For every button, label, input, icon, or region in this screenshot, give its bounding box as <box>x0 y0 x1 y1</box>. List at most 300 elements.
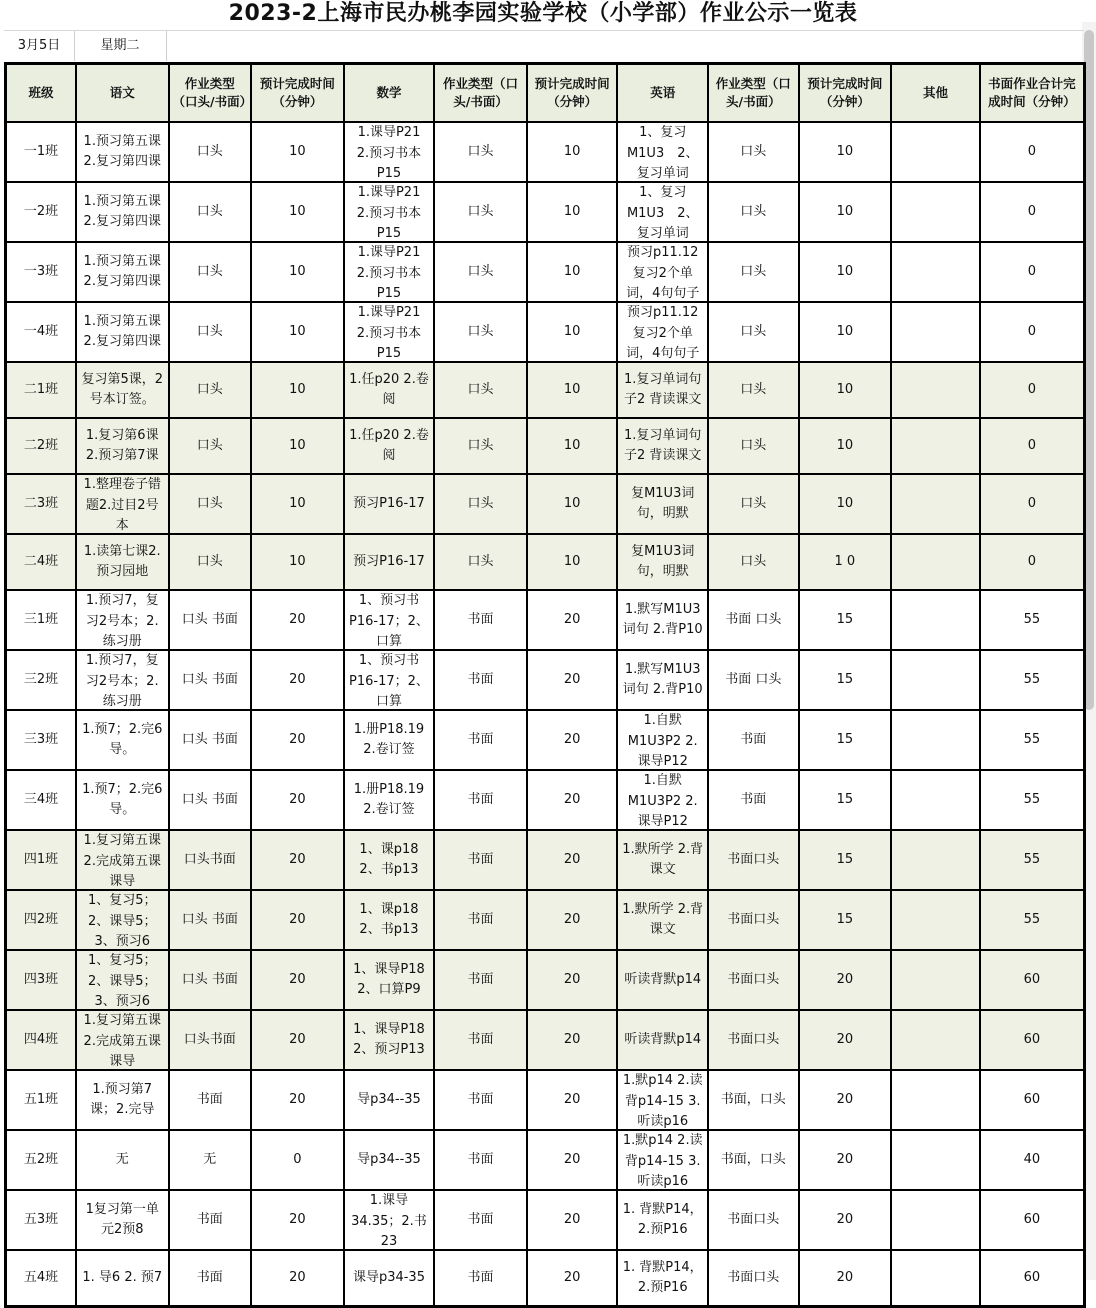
header-class[interactable]: 班级 <box>6 64 76 123</box>
cell-text: 听读背默p14 <box>624 1031 702 1047</box>
cell-english-type[interactable] <box>708 302 799 362</box>
cell-chinese-time[interactable] <box>251 890 344 950</box>
cell-text: 口头 <box>196 203 223 219</box>
cell-chinese-type[interactable] <box>169 770 252 830</box>
cell-chinese-time[interactable] <box>251 302 344 362</box>
cell-math[interactable] <box>344 1070 435 1130</box>
cell-other[interactable] <box>891 650 980 710</box>
cell-english[interactable] <box>617 1250 708 1307</box>
cell-chinese-type[interactable] <box>169 1190 252 1250</box>
cell-math[interactable] <box>344 362 435 418</box>
cell-other[interactable] <box>891 830 980 890</box>
cell-total[interactable] <box>980 302 1085 362</box>
cell-text: 口头 书面 <box>181 671 238 687</box>
cell-english-time[interactable] <box>799 1190 892 1250</box>
cell-math-time[interactable] <box>527 534 618 590</box>
cell-math[interactable] <box>344 418 435 474</box>
weekday-cell[interactable]: 星期二 <box>74 30 167 61</box>
cell-text: 60 <box>1023 1211 1041 1227</box>
cell-other[interactable] <box>891 418 980 474</box>
cell-class[interactable] <box>6 890 76 950</box>
cell-english-time[interactable] <box>799 710 892 770</box>
cell-math-type[interactable] <box>434 770 527 830</box>
cell-english-type[interactable] <box>708 1130 799 1190</box>
cell-chinese[interactable] <box>76 418 169 474</box>
cell-chinese-time[interactable] <box>251 362 344 418</box>
cell-text: 10 <box>563 143 581 159</box>
cell-math-time[interactable] <box>527 182 618 242</box>
cell-chinese-type[interactable] <box>169 650 252 710</box>
cell-other[interactable] <box>891 1010 980 1070</box>
cell-english[interactable] <box>617 710 708 770</box>
cell-total[interactable] <box>980 418 1085 474</box>
cell-text: 20 <box>563 1269 581 1285</box>
cell-math-type[interactable] <box>434 242 527 302</box>
cell-other[interactable] <box>891 182 980 242</box>
cell-english-time[interactable] <box>799 122 892 182</box>
cell-chinese[interactable] <box>76 1190 169 1250</box>
cell-english[interactable] <box>617 302 708 362</box>
cell-text: 口头 书面 <box>181 791 238 807</box>
cell-english[interactable] <box>617 590 708 650</box>
cell-chinese-time[interactable] <box>251 950 344 1010</box>
cell-math-type[interactable] <box>434 890 527 950</box>
cell-chinese[interactable] <box>76 122 169 182</box>
cell-total[interactable] <box>980 1130 1085 1190</box>
cell-chinese-type[interactable] <box>169 590 252 650</box>
cell-class[interactable] <box>6 242 76 302</box>
cell-math-type[interactable] <box>434 418 527 474</box>
cell-english-type[interactable] <box>708 1250 799 1307</box>
cell-class[interactable] <box>6 122 76 182</box>
cell-math-time[interactable] <box>527 122 618 182</box>
cell-math-type[interactable] <box>434 302 527 362</box>
cell-chinese-type[interactable] <box>169 122 252 182</box>
cell-total[interactable] <box>980 590 1085 650</box>
cell-chinese[interactable] <box>76 474 169 534</box>
cell-math[interactable] <box>344 302 435 362</box>
cell-other[interactable] <box>891 950 980 1010</box>
cell-chinese-type[interactable] <box>169 890 252 950</box>
cell-total[interactable] <box>980 890 1085 950</box>
cell-math[interactable] <box>344 1010 435 1070</box>
cell-english[interactable] <box>617 1010 708 1070</box>
cell-english-type[interactable] <box>708 590 799 650</box>
cell-math-type[interactable] <box>434 122 527 182</box>
cell-total[interactable] <box>980 1190 1085 1250</box>
header-english-time[interactable]: 预计完成时间（分钟） <box>799 64 892 123</box>
cell-class[interactable] <box>6 302 76 362</box>
cell-chinese-time[interactable] <box>251 534 344 590</box>
cell-english-time[interactable] <box>799 770 892 830</box>
cell-english-time[interactable] <box>799 534 892 590</box>
cell-text: 1. 背默P14，2.预P16 <box>622 1201 703 1237</box>
cell-english-time[interactable] <box>799 302 892 362</box>
cell-chinese-time[interactable] <box>251 770 344 830</box>
cell-chinese-type[interactable] <box>169 1250 252 1307</box>
cell-other[interactable] <box>891 710 980 770</box>
cell-text: 书面，口头 <box>720 1151 786 1167</box>
cell-chinese[interactable] <box>76 770 169 830</box>
cell-class[interactable] <box>6 1010 76 1070</box>
cell-english[interactable] <box>617 1190 708 1250</box>
cell-other[interactable] <box>891 302 980 362</box>
cell-english[interactable] <box>617 534 708 590</box>
cell-other[interactable] <box>891 1190 980 1250</box>
cell-chinese[interactable] <box>76 830 169 890</box>
cell-math-type[interactable] <box>434 950 527 1010</box>
cell-math[interactable] <box>344 890 435 950</box>
cell-other[interactable] <box>891 1250 980 1307</box>
cell-other[interactable] <box>891 242 980 302</box>
cell-chinese-time[interactable] <box>251 1250 344 1307</box>
cell-class[interactable] <box>6 650 76 710</box>
cell-text: 20 <box>289 671 306 687</box>
cell-class[interactable] <box>6 534 76 590</box>
cell-math-time[interactable] <box>527 1070 618 1130</box>
cell-english-time[interactable] <box>799 890 892 950</box>
cell-chinese-time[interactable] <box>251 710 344 770</box>
cell-chinese[interactable] <box>76 710 169 770</box>
cell-chinese[interactable] <box>76 242 169 302</box>
cell-text: 口头 书面 <box>181 971 238 987</box>
cell-english[interactable] <box>617 830 708 890</box>
cell-english-type[interactable] <box>708 122 799 182</box>
cell-class[interactable] <box>6 710 76 770</box>
cell-math-time[interactable] <box>527 1130 618 1190</box>
cell-text: 1.默p14 2.读背p14-15 3.听读p16 <box>622 1073 703 1129</box>
cell-english-time[interactable] <box>799 182 892 242</box>
cell-total[interactable] <box>980 710 1085 770</box>
cell-total[interactable] <box>980 950 1085 1010</box>
cell-english-type[interactable] <box>708 182 799 242</box>
cell-english-type[interactable] <box>708 1190 799 1250</box>
cell-math-time[interactable] <box>527 418 618 474</box>
cell-text: 导p34--35 <box>357 1151 421 1167</box>
cell-total[interactable] <box>980 650 1085 710</box>
cell-chinese-type[interactable] <box>169 710 252 770</box>
cell-math[interactable] <box>344 710 435 770</box>
cell-class[interactable] <box>6 770 76 830</box>
cell-english-time[interactable] <box>799 242 892 302</box>
cell-text: 1、预习书P16-17；2、口算 <box>349 653 429 709</box>
cell-chinese-time[interactable] <box>251 242 344 302</box>
table-row <box>6 182 1085 242</box>
cell-chinese[interactable] <box>76 1130 169 1190</box>
cell-math-type[interactable] <box>434 590 527 650</box>
header-english-type[interactable]: 作业类型（口头/书面） <box>708 64 799 123</box>
cell-chinese[interactable] <box>76 650 169 710</box>
cell-class[interactable] <box>6 182 76 242</box>
cell-text: 20 <box>563 911 581 927</box>
cell-math-time[interactable] <box>527 474 618 534</box>
cell-english-time[interactable] <box>799 830 892 890</box>
header-chinese-type[interactable]: 作业类型（口头/书面） <box>169 64 252 123</box>
cell-text: 15 <box>836 851 854 867</box>
cell-english-time[interactable] <box>799 950 892 1010</box>
cell-class[interactable] <box>6 830 76 890</box>
cell-other[interactable] <box>891 362 980 418</box>
cell-text: 1.默p14 2.读背p14-15 3.听读p16 <box>622 1133 703 1189</box>
cell-math-time[interactable] <box>527 890 618 950</box>
cell-math[interactable] <box>344 770 435 830</box>
header-english[interactable]: 英语 <box>617 64 708 123</box>
cell-math-time[interactable] <box>527 362 618 418</box>
cell-chinese-time[interactable] <box>251 122 344 182</box>
cell-total[interactable] <box>980 770 1085 830</box>
cell-math-type[interactable] <box>434 1010 527 1070</box>
cell-math[interactable] <box>344 590 435 650</box>
cell-english-time[interactable] <box>799 1250 892 1307</box>
cell-english-time[interactable] <box>799 362 892 418</box>
cell-other[interactable] <box>891 122 980 182</box>
cell-english[interactable] <box>617 182 708 242</box>
cell-chinese-type[interactable] <box>169 950 252 1010</box>
cell-text: 0 <box>1027 553 1036 569</box>
cell-chinese-time[interactable] <box>251 182 344 242</box>
cell-total[interactable] <box>980 830 1085 890</box>
cell-chinese[interactable] <box>76 182 169 242</box>
cell-total[interactable] <box>980 1070 1085 1130</box>
cell-text: 1.预习第7课；2.完导 <box>90 1081 155 1117</box>
cell-english-type[interactable] <box>708 1010 799 1070</box>
cell-math-type[interactable] <box>434 830 527 890</box>
cell-chinese-type[interactable] <box>169 182 252 242</box>
cell-english-type[interactable] <box>708 890 799 950</box>
cell-chinese-time[interactable] <box>251 474 344 534</box>
cell-text: 20 <box>289 731 306 747</box>
cell-total[interactable] <box>980 362 1085 418</box>
cell-chinese-type[interactable] <box>169 474 252 534</box>
date-cell[interactable]: 3月5日 <box>4 30 75 61</box>
cell-english[interactable] <box>617 950 708 1010</box>
cell-english-type[interactable] <box>708 950 799 1010</box>
cell-other[interactable] <box>891 1130 980 1190</box>
cell-english[interactable] <box>617 362 708 418</box>
cell-math-type[interactable] <box>434 534 527 590</box>
cell-english[interactable] <box>617 418 708 474</box>
cell-chinese-time[interactable] <box>251 1130 344 1190</box>
cell-other[interactable] <box>891 590 980 650</box>
cell-english-type[interactable] <box>708 474 799 534</box>
cell-english-time[interactable] <box>799 590 892 650</box>
cell-english[interactable] <box>617 474 708 534</box>
cell-text: 书面 <box>467 911 494 927</box>
cell-other[interactable] <box>891 534 980 590</box>
cell-chinese-type[interactable] <box>169 534 252 590</box>
cell-math[interactable] <box>344 830 435 890</box>
cell-class[interactable] <box>6 418 76 474</box>
cell-chinese-type[interactable] <box>169 362 252 418</box>
cell-english[interactable] <box>617 1070 708 1130</box>
cell-chinese[interactable] <box>76 590 169 650</box>
cell-english[interactable] <box>617 122 708 182</box>
cell-text: 60 <box>1023 971 1041 987</box>
cell-math-type[interactable] <box>434 474 527 534</box>
cell-math[interactable] <box>344 950 435 1010</box>
cell-text: 1.册P18.19 2.卷订签 <box>353 721 425 757</box>
cell-chinese[interactable] <box>76 1250 169 1307</box>
cell-text: 20 <box>289 1211 306 1227</box>
cell-chinese-type[interactable] <box>169 418 252 474</box>
cell-text: 1.课导P21 2.预习书本P15 <box>356 245 434 301</box>
cell-text: 书面口头 <box>727 1031 780 1047</box>
cell-math[interactable] <box>344 242 435 302</box>
cell-math[interactable] <box>344 474 435 534</box>
cell-english-time[interactable] <box>799 474 892 534</box>
cell-class[interactable] <box>6 1070 76 1130</box>
cell-math-type[interactable] <box>434 650 527 710</box>
cell-math-time[interactable] <box>527 950 618 1010</box>
cell-math-time[interactable] <box>527 770 618 830</box>
cell-english-type[interactable] <box>708 830 799 890</box>
cell-chinese[interactable] <box>76 890 169 950</box>
header-total[interactable]: 书面作业合计完成时间（分钟） <box>980 64 1085 123</box>
cell-other[interactable] <box>891 1070 980 1130</box>
cell-text: 20 <box>836 971 854 987</box>
cell-chinese-time[interactable] <box>251 650 344 710</box>
cell-english-type[interactable] <box>708 534 799 590</box>
cell-chinese-type[interactable] <box>169 1130 252 1190</box>
cell-class[interactable] <box>6 950 76 1010</box>
cell-chinese-type[interactable] <box>169 242 252 302</box>
cell-math-type[interactable] <box>434 1190 527 1250</box>
cell-math[interactable] <box>344 1250 435 1307</box>
cell-other[interactable] <box>891 890 980 950</box>
cell-class[interactable] <box>6 474 76 534</box>
cell-text: 书面，口头 <box>720 1091 786 1107</box>
cell-total[interactable] <box>980 1250 1085 1307</box>
cell-chinese[interactable] <box>76 362 169 418</box>
cell-chinese-type[interactable] <box>169 1010 252 1070</box>
cell-english-time[interactable] <box>799 1070 892 1130</box>
cell-chinese[interactable] <box>76 302 169 362</box>
cell-english-time[interactable] <box>799 1130 892 1190</box>
cell-math-time[interactable] <box>527 1190 618 1250</box>
cell-chinese-type[interactable] <box>169 1070 252 1130</box>
cell-chinese-time[interactable] <box>251 590 344 650</box>
cell-class[interactable] <box>6 590 76 650</box>
cell-english[interactable] <box>617 1130 708 1190</box>
cell-math-time[interactable] <box>527 242 618 302</box>
cell-english-type[interactable] <box>708 650 799 710</box>
cell-english-time[interactable] <box>799 650 892 710</box>
cell-text: 10 <box>836 203 854 219</box>
cell-english[interactable] <box>617 770 708 830</box>
header-math[interactable]: 数学 <box>344 64 435 123</box>
cell-chinese[interactable] <box>76 950 169 1010</box>
cell-math-time[interactable] <box>527 302 618 362</box>
cell-english-type[interactable] <box>708 1070 799 1130</box>
cell-total[interactable] <box>980 242 1085 302</box>
cell-other[interactable] <box>891 770 980 830</box>
cell-other[interactable] <box>891 474 980 534</box>
cell-english[interactable] <box>617 650 708 710</box>
cell-math-time[interactable] <box>527 830 618 890</box>
cell-chinese-time[interactable] <box>251 830 344 890</box>
cell-english-type[interactable] <box>708 242 799 302</box>
cell-math[interactable] <box>344 1130 435 1190</box>
cell-chinese-time[interactable] <box>251 1070 344 1130</box>
cell-english-type[interactable] <box>708 418 799 474</box>
cell-total[interactable] <box>980 534 1085 590</box>
cell-text: 10 <box>836 143 854 159</box>
cell-math-time[interactable] <box>527 1250 618 1307</box>
cell-total[interactable] <box>980 474 1085 534</box>
table-row <box>6 1130 1085 1190</box>
cell-text: 0 <box>1027 263 1036 279</box>
cell-text: 口头 <box>467 143 494 159</box>
header-chinese[interactable]: 语文 <box>76 64 169 123</box>
cell-total[interactable] <box>980 122 1085 182</box>
cell-chinese-time[interactable] <box>251 418 344 474</box>
cell-math-type[interactable] <box>434 362 527 418</box>
cell-chinese[interactable] <box>76 1070 169 1130</box>
cell-english[interactable] <box>617 242 708 302</box>
cell-class[interactable] <box>6 1250 76 1307</box>
cell-text: 二3班 <box>23 495 59 511</box>
cell-english-time[interactable] <box>799 418 892 474</box>
cell-text: 口头 <box>740 437 767 453</box>
header-other[interactable]: 其他 <box>891 64 980 123</box>
cell-english-type[interactable] <box>708 770 799 830</box>
cell-text: 口头 <box>740 495 767 511</box>
cell-text: 10 <box>289 143 306 159</box>
cell-text: 0 <box>293 1151 302 1167</box>
cell-chinese[interactable] <box>76 534 169 590</box>
cell-math-type[interactable] <box>434 710 527 770</box>
cell-math-type[interactable] <box>434 1070 527 1130</box>
header-math-time[interactable]: 预计完成时间（分钟） <box>527 64 618 123</box>
cell-math-time[interactable] <box>527 710 618 770</box>
cell-math-time[interactable] <box>527 650 618 710</box>
cell-text: 55 <box>1023 731 1041 747</box>
cell-chinese[interactable] <box>76 1010 169 1070</box>
cell-text: 1.复习第五课 2.完成第五课课导 <box>83 1013 161 1069</box>
cell-class[interactable] <box>6 1190 76 1250</box>
cell-math[interactable] <box>344 534 435 590</box>
cell-english-type[interactable] <box>708 362 799 418</box>
cell-chinese-type[interactable] <box>169 302 252 362</box>
cell-english-time[interactable] <box>799 1010 892 1070</box>
cell-math-type[interactable] <box>434 182 527 242</box>
cell-math[interactable] <box>344 1190 435 1250</box>
cell-math-time[interactable] <box>527 1010 618 1070</box>
cell-math-type[interactable] <box>434 1250 527 1307</box>
cell-math[interactable] <box>344 182 435 242</box>
cell-class[interactable] <box>6 362 76 418</box>
empty-cell[interactable] <box>166 30 1084 61</box>
header-math-type[interactable]: 作业类型（口头/书面） <box>434 64 527 123</box>
cell-text: 五4班 <box>23 1269 59 1285</box>
cell-class[interactable] <box>6 1130 76 1190</box>
cell-math-type[interactable] <box>434 1130 527 1190</box>
cell-math[interactable] <box>344 650 435 710</box>
header-chinese-time[interactable]: 预计完成时间（分钟） <box>251 64 344 123</box>
cell-text: 书面 <box>467 1211 494 1227</box>
cell-text: 书面 <box>196 1091 223 1107</box>
cell-text: 书面 <box>196 1269 223 1285</box>
cell-chinese-time[interactable] <box>251 1190 344 1250</box>
cell-english-type[interactable] <box>708 710 799 770</box>
cell-chinese-time[interactable] <box>251 1010 344 1070</box>
cell-math-time[interactable] <box>527 590 618 650</box>
cell-chinese-type[interactable] <box>169 830 252 890</box>
cell-english[interactable] <box>617 890 708 950</box>
cell-total[interactable] <box>980 1010 1085 1070</box>
cell-math[interactable] <box>344 122 435 182</box>
cell-total[interactable] <box>980 182 1085 242</box>
